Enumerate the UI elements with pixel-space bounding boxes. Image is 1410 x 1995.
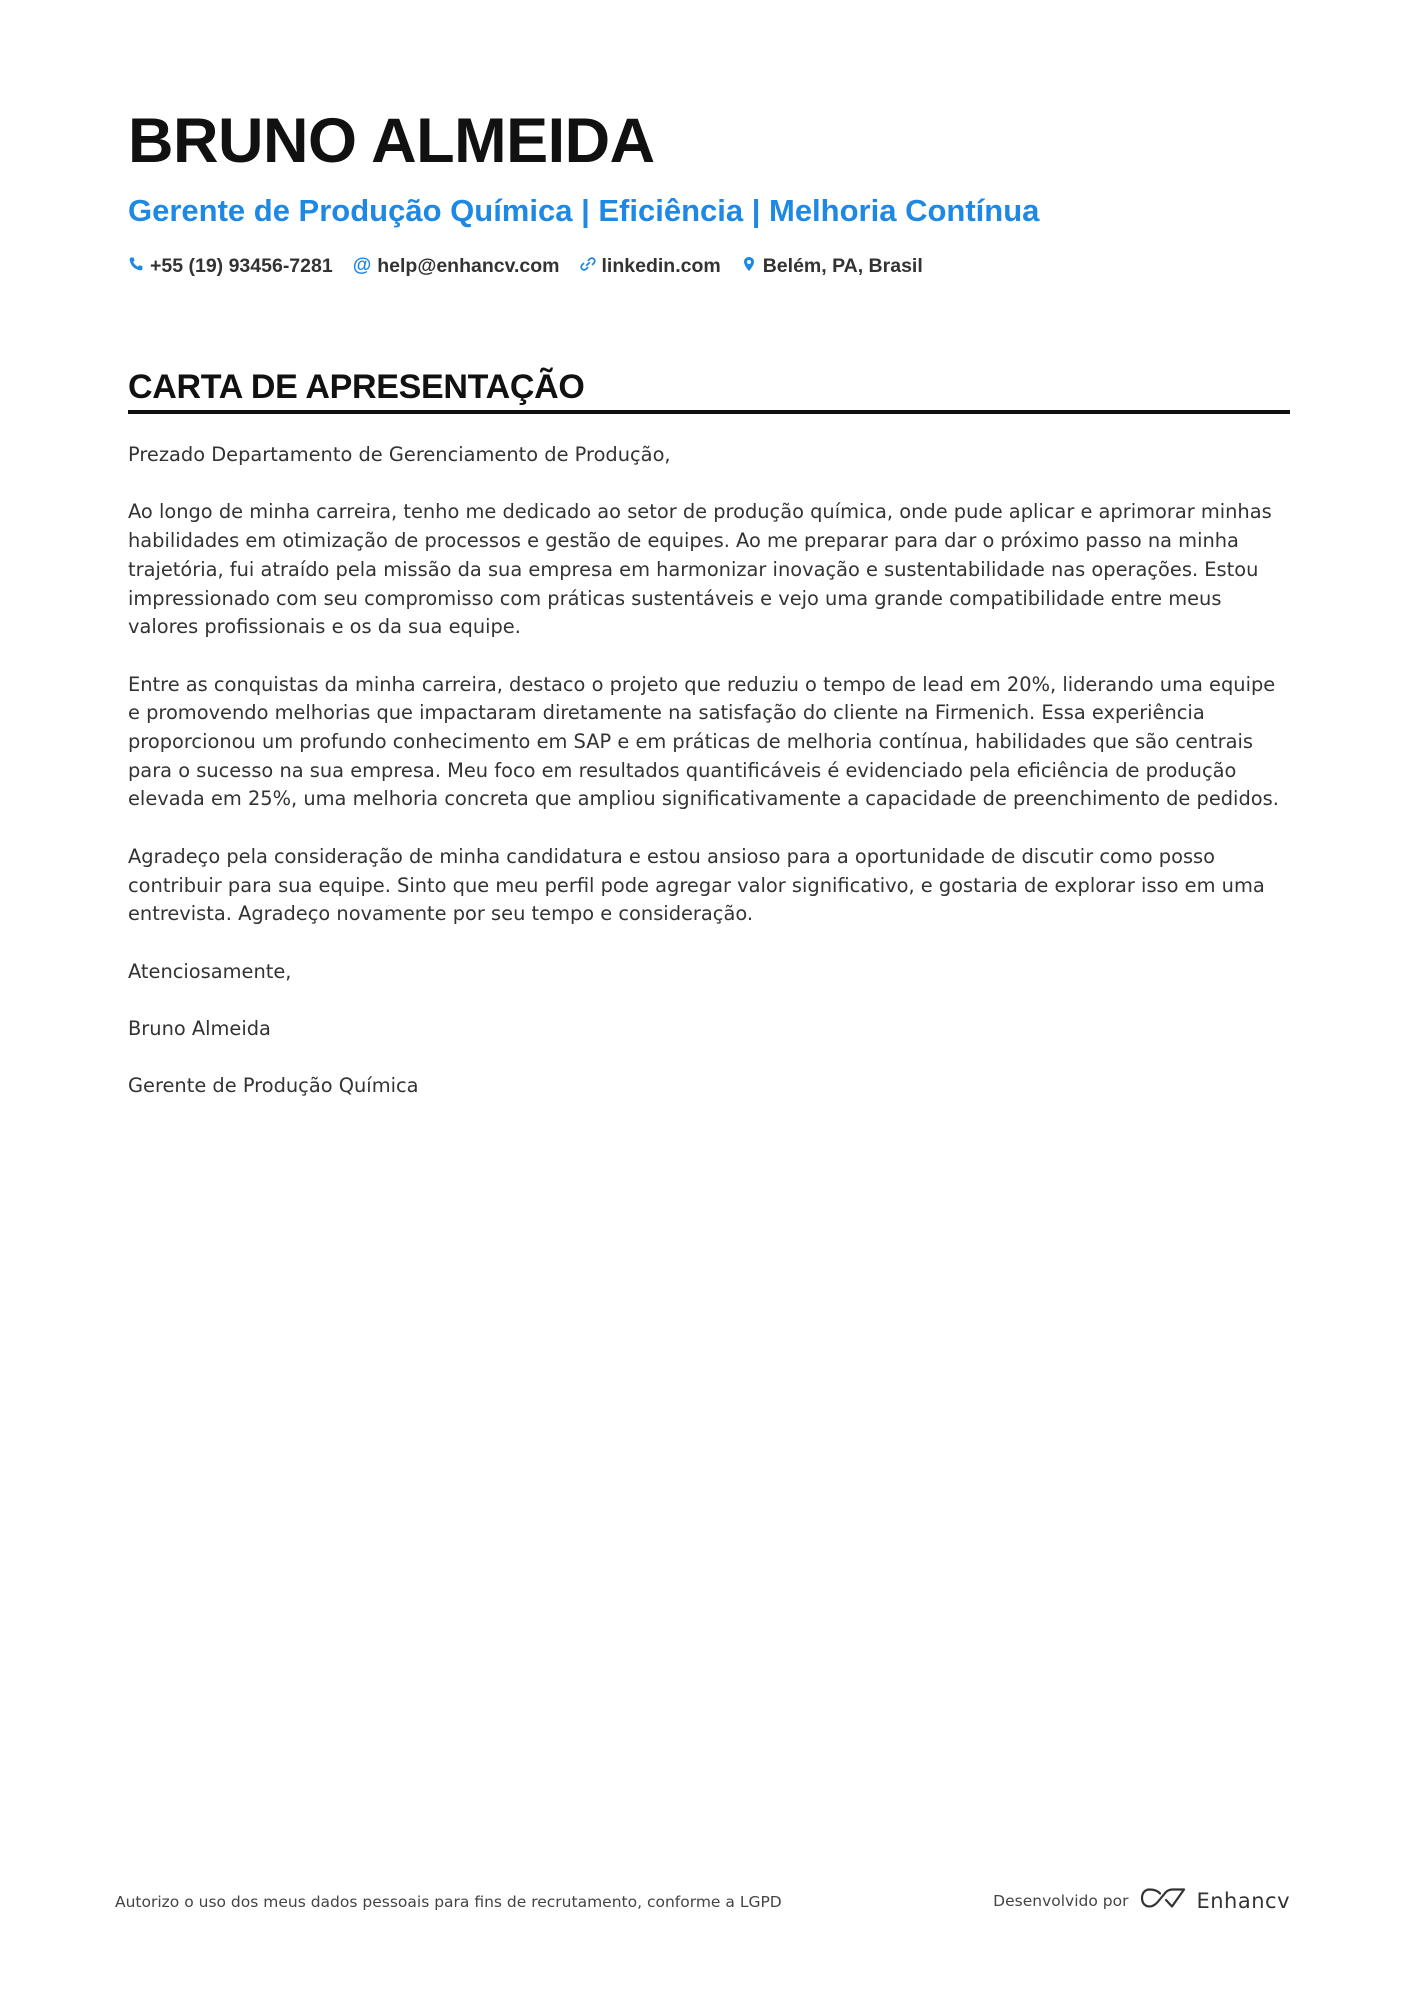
contact-linkedin-text: linkedin.com	[601, 255, 721, 277]
lgpd-consent-note: Autorizo o uso dos meus dados pessoais para fins de recrutamento, conforme a LGPD	[115, 1893, 782, 1911]
powered-by[interactable]	[993, 1886, 1290, 1915]
letter-paragraph-2: Entre as conquistas da minha carreira, destaco o projeto que reduziu o tempo de lead em 20%, liderando uma equipe e promovendo melhorias que impactaram diretamente na satisfação do cliente na Firmenich. Essa experiência proporcionou um profundo conhecimento em SAP e em práticas de melhoria contínua, habilidades que são centrais para o sucesso na sua empresa. Meu foco em resultados quantificáveis é evidenciado pela eficiência de produção elevada em 25%, uma melhoria concreta que ampliou significativamente a capacidade de preenchimento de pedidos.	[128, 672, 1279, 811]
letter-greeting: Prezado Departamento de Gerenciamento de Produção,	[128, 443, 671, 466]
contact-phone[interactable]	[128, 255, 333, 278]
brand-logo	[1140, 1886, 1290, 1915]
letter-body	[128, 441, 1290, 1130]
phone-icon	[128, 255, 144, 278]
section-title: CARTA DE APRESENTAÇÃO	[128, 368, 585, 406]
candidate-name: BRUNO ALMEIDA	[128, 106, 655, 176]
contact-phone-text: +55 (19) 93456-7281	[150, 255, 333, 277]
contact-email-text: help@enhancv.com	[377, 255, 560, 277]
letter-paragraph-1: Ao longo de minha carreira, tenho me dedicado ao setor de produção química, onde pude aplicar e aprimorar minhas habilidades em otimização de processos e gestão de equipes. Ao me preparar para dar o próximo passo na minha trajetória, fui atraído pela missão da sua empresa em harmonizar inovação e sustentabilidade nas operações. Estou impressionado com seu compromisso com práticas sustentáveis e vejo uma grande compatibilidade entre meus valores profissionais e os da sua equipe.	[128, 500, 1272, 639]
enhancv-logo-icon	[1140, 1886, 1186, 1915]
candidate-headline: Gerente de Produção Química | Eficiência | Melhoria Contínua	[128, 193, 1040, 228]
powered-by-label: Desenvolvido por	[993, 1891, 1129, 1910]
signature-title: Gerente de Produção Química	[128, 1074, 419, 1098]
contact-linkedin[interactable]	[580, 255, 721, 278]
contact-location	[741, 255, 923, 278]
contact-location-text: Belém, PA, Brasil	[762, 255, 923, 277]
link-icon	[580, 255, 596, 278]
brand-name: Enhancv	[1196, 1888, 1290, 1913]
letter-closing: Atenciosamente,	[128, 959, 292, 983]
contact-bar	[128, 255, 923, 278]
section-divider	[128, 410, 1290, 414]
letter-paragraph-3: Agradeço pela consideração de minha candidatura e estou ansioso para a oportunidade de discutir como posso contribuir para sua equipe. Sinto que meu perfil pode agregar valor significativo, e gostaria de explorar isso em uma entrevista. Agradeço novamente por seu tempo e consideração.	[128, 844, 1265, 926]
map-pin-icon	[741, 255, 757, 278]
signature-name: Bruno Almeida	[128, 1016, 271, 1040]
contact-email[interactable]	[353, 255, 560, 278]
at-sign-icon: @	[352, 255, 372, 277]
